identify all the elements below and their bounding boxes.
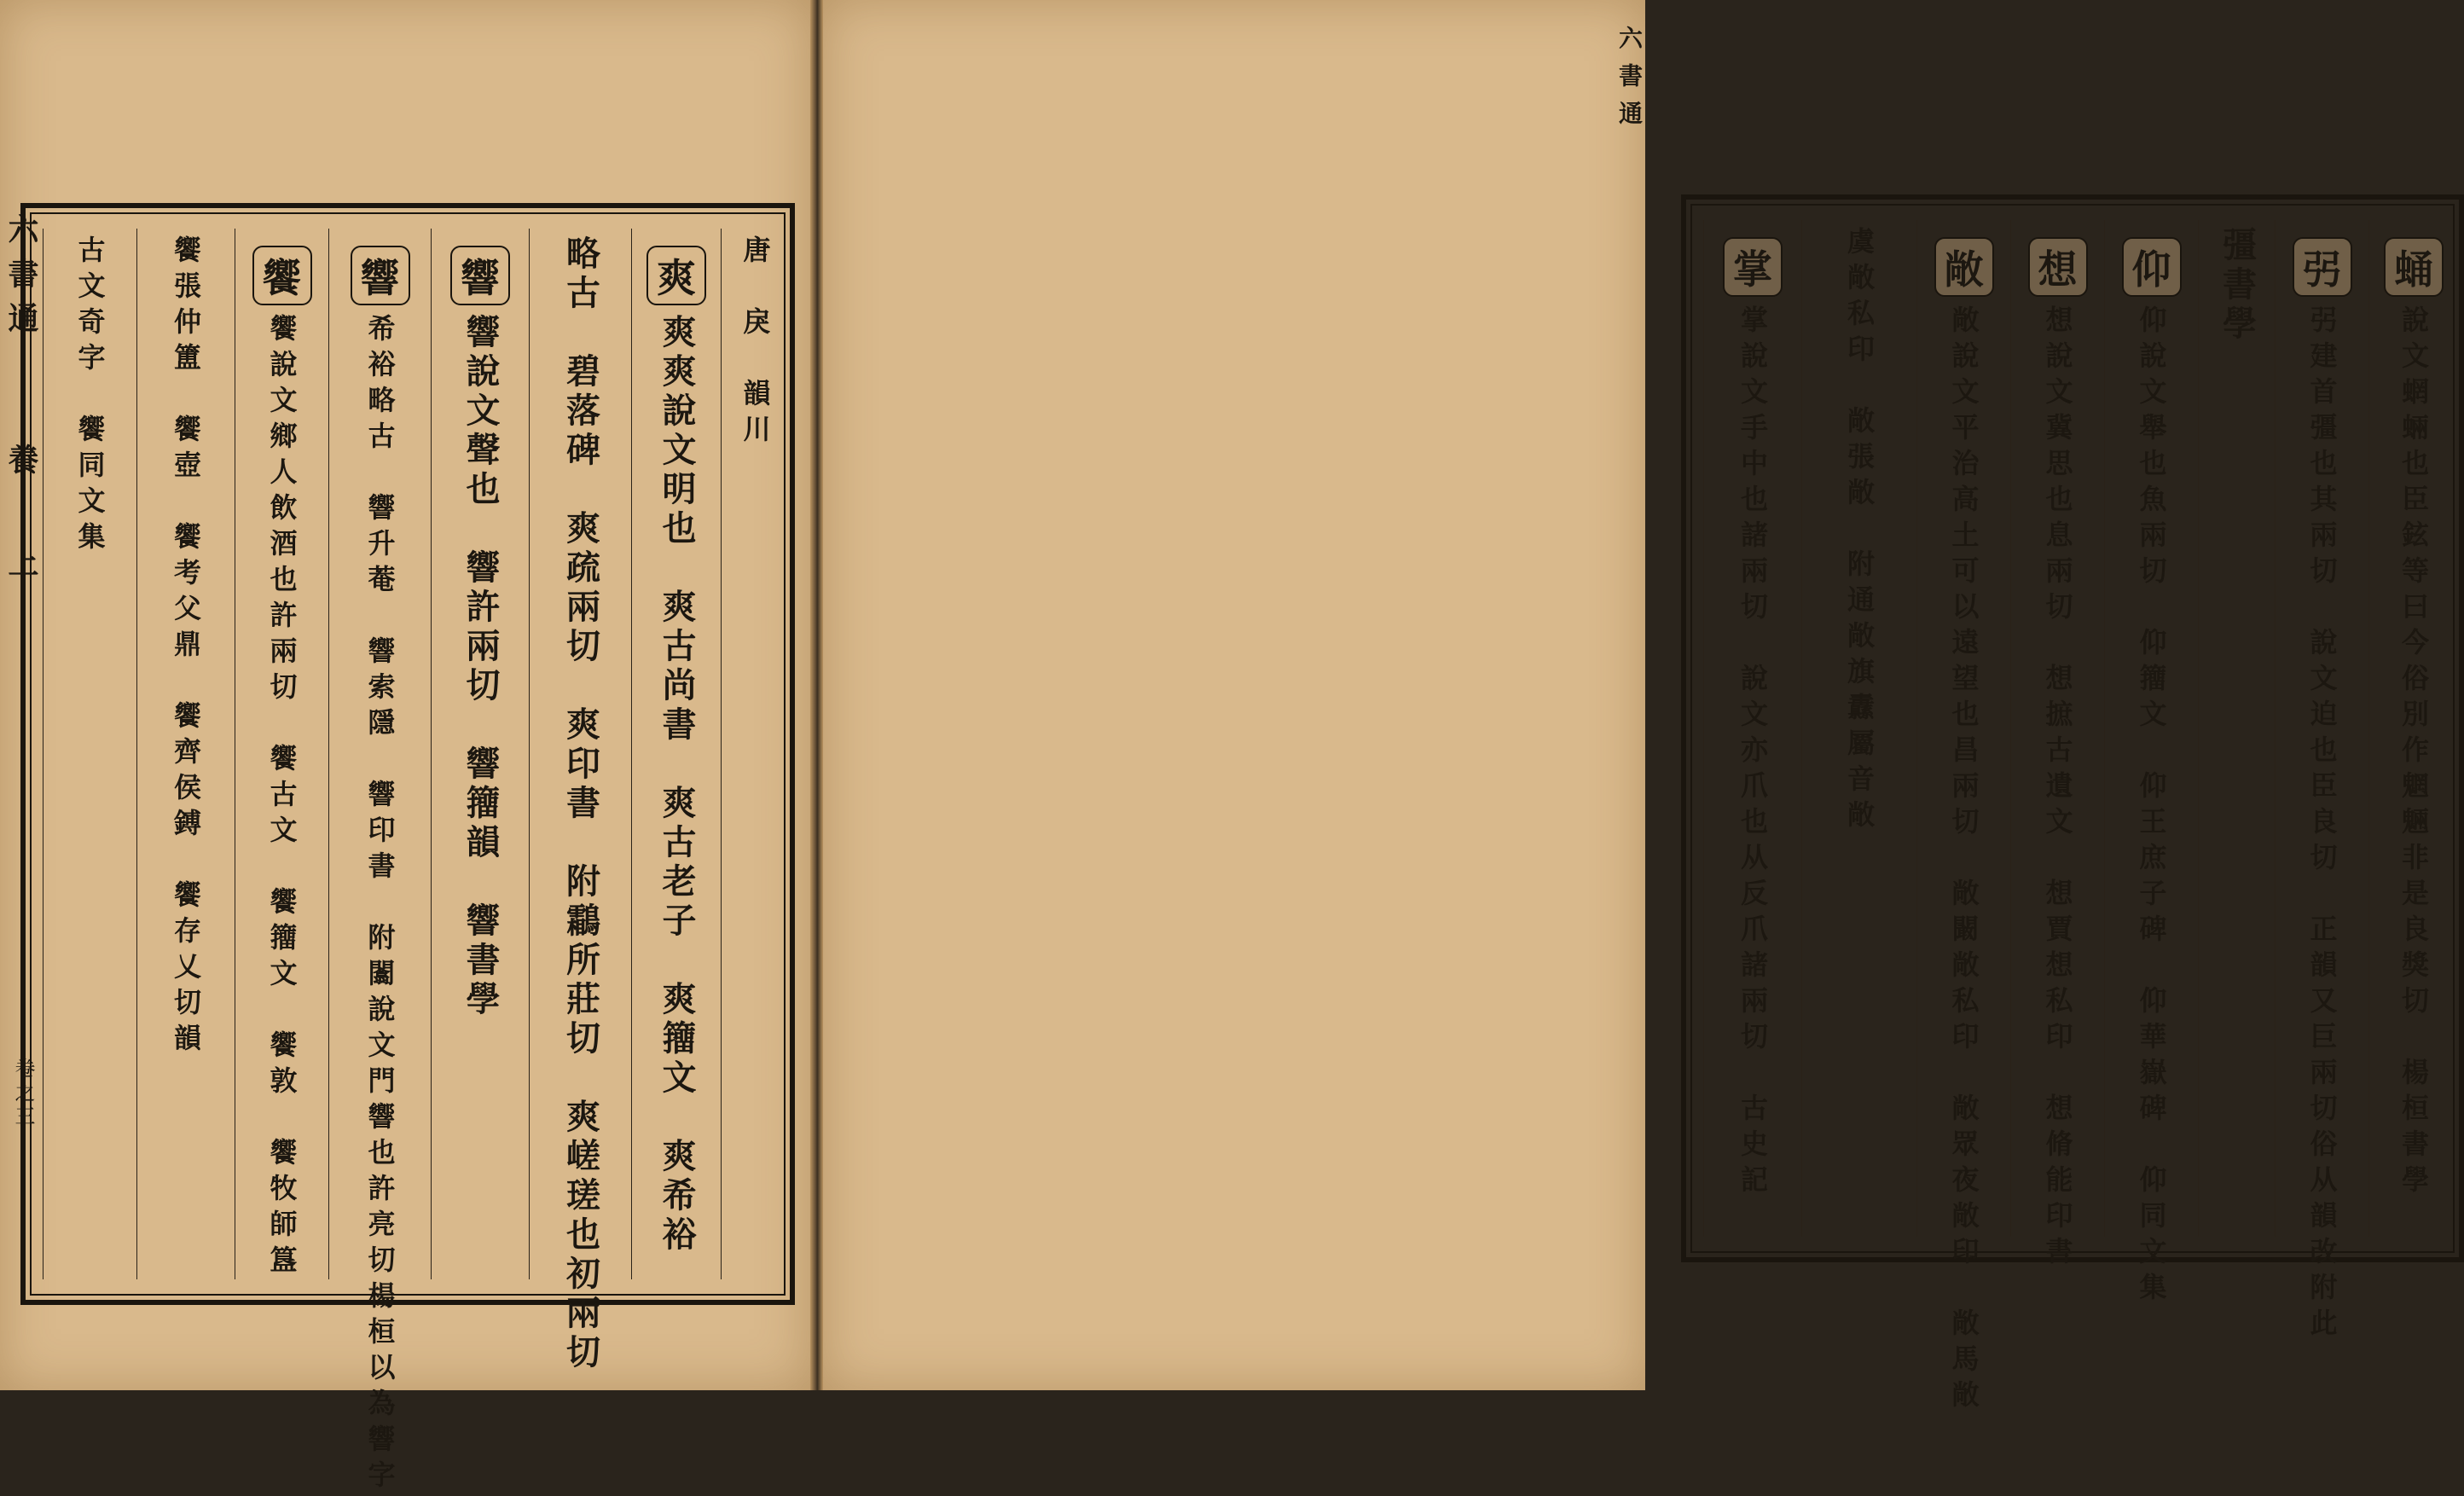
left-column-5 bbox=[328, 229, 431, 1496]
right-margin-title: 六書通 bbox=[1615, 26, 1644, 138]
head-character: 蛹 bbox=[2384, 237, 2444, 297]
left-margin-tone: 上 bbox=[3, 546, 39, 590]
left-column-8 bbox=[43, 229, 136, 1279]
column-text: 饗張仲簠 饗壺 饗考父鼎 饗齊侯鎛 饗存乂切韻 bbox=[170, 235, 202, 1059]
column-text: 古文奇字 饗同文集 bbox=[73, 235, 107, 558]
left-text-frame bbox=[20, 203, 795, 1496]
head-character: 想 bbox=[2028, 237, 2088, 297]
head-character: 饗 bbox=[252, 246, 312, 305]
column-text: 略古 碧落碑 爽疏兩切 爽印書 附鸘所莊切 爽嵯瑳也初兩切 bbox=[560, 235, 601, 1373]
column-text: 仰說文舉也魚兩切 仰籒文 仰王庶子碑 仰華嶽碑 仰同文集 bbox=[2135, 305, 2168, 1308]
book-gutter bbox=[810, 0, 823, 1390]
column-text: 想說文冀思也息兩切 想摭古遺文 想賈想私印 想脩能印書 bbox=[2041, 305, 2074, 1273]
column-text: 說文蝄蜽也臣鉉等曰今俗別作魍魎非是良獎切 楊桓書學 bbox=[2397, 305, 2430, 1201]
head-character: 敞 bbox=[1934, 237, 1994, 297]
right-column-6 bbox=[1916, 220, 2010, 1416]
right-column-2 bbox=[2275, 220, 2368, 1344]
folio-number: 卷之三 bbox=[11, 1058, 35, 1129]
column-text: 饗說文鄉人飲酒也許兩切 饗古文 饗籒文 饗敦 饗牧師簋 bbox=[265, 314, 299, 1281]
column-text: 掌說文手中也諸兩切 說文亦爪也从反爪諸兩切 古史記 bbox=[1736, 305, 1769, 1201]
right-column-5 bbox=[2010, 220, 2104, 1273]
column-text: 響說文聲也 響許兩切 響籒韻 響書學 bbox=[461, 314, 501, 1020]
right-column-3 bbox=[2198, 220, 2275, 1237]
left-column-6 bbox=[235, 229, 328, 1279]
left-column-4 bbox=[431, 229, 529, 1279]
left-column-7 bbox=[136, 229, 235, 1279]
column-text: 敞說文平治高土可以遠望也昌兩切 敞闞敞私印 敞眾夜敞印 敞馬敞 bbox=[1947, 305, 1980, 1416]
head-character: 仰 bbox=[2122, 237, 2182, 297]
column-text: 虞敞私印 敞張敞 附通敞旗纛屬音敞 bbox=[1843, 227, 1876, 836]
head-character: 爽 bbox=[646, 246, 706, 305]
right-column-4 bbox=[2104, 220, 2198, 1308]
right-column-1 bbox=[2368, 220, 2458, 1237]
right-column-8 bbox=[1703, 220, 1801, 1237]
left-column-1 bbox=[721, 229, 789, 1279]
left-column-3 bbox=[529, 229, 631, 1373]
right-page bbox=[823, 0, 2433, 1416]
left-margin-title: 六書通 bbox=[3, 213, 39, 346]
right-text-frame bbox=[1681, 194, 2464, 1416]
left-column-2 bbox=[631, 229, 721, 1279]
left-margin-chapter: 養 bbox=[3, 444, 39, 488]
head-character: 響 bbox=[450, 246, 510, 305]
left-page bbox=[0, 0, 810, 1496]
column-text: 彊書學 bbox=[2217, 227, 2258, 345]
right-column-7 bbox=[1801, 220, 1916, 1237]
head-character: 響 bbox=[351, 246, 410, 305]
head-character: 掌 bbox=[1723, 237, 1783, 297]
column-text: 唐 戾 韻川 bbox=[739, 235, 772, 450]
column-text: 弜建首彊也其兩切 說文迫也臣良切 正韻又巨兩切俗从韻改附此 bbox=[2305, 305, 2339, 1344]
column-text: 爽爽說文明也 爽古尚書 爽古老子 爽籒文 爽希裕 bbox=[657, 314, 697, 1255]
column-text: 希裕略古 響升菴 響索隱 響印書 附闟說文門響也許亮切楊桓以為響字 bbox=[363, 314, 397, 1496]
head-character: 弜 bbox=[2293, 237, 2352, 297]
